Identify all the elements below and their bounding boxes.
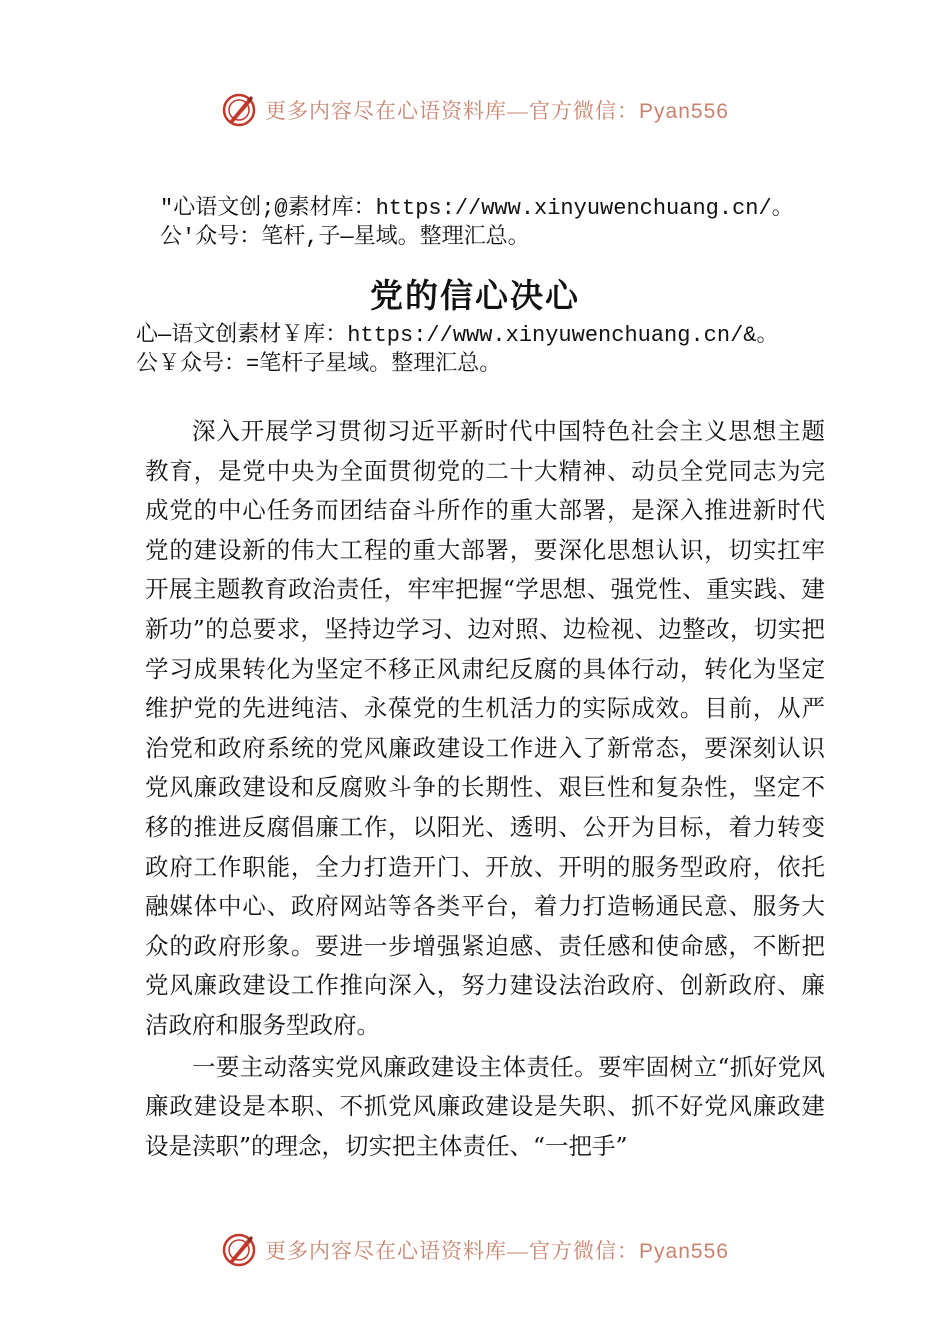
header-banner-text: 更多内容尽在心语资料库—官方微信：Pyan556: [265, 99, 729, 123]
watermark-noise-mid: [136, 321, 778, 379]
footer-wechat-id: Pyan556: [639, 1240, 729, 1263]
watermark-noise-line: 心—语文创素材￥库：https://www.xinyuwenchuang.cn/&。: [136, 323, 779, 348]
footer-watermark-banner: [0, 1232, 950, 1268]
body-paragraph: 深入开展学习贯彻习近平新时代中国特色社会主义思想主题教育，是党中央为全面贯彻党的二十大精神、动员全党同志为完成党的中心任务而团结奋斗所作的重大部署，是深入推进新时代党的建设新的伟大工程的重大部署，要深化思想认识，切实扛牢开展主题教育政治责任，牢牢把握“学思想、强党性、重实践、建新功”的总要求，坚持边学习、边对照、边检视、边整改，切实把学习成果转化为坚定不移正风肃纪反腐的具体行动，转化为坚定维护党的先进纯洁、永葆党的生机活力的实际成效。目前，从严治党和政府系统的党风廉政建设工作进入了新常态，要深刻认识党风廉政建设和反腐败斗争的长期性、艰巨性和复杂性，坚定不移的推进反腐倡廉工作，以阳光、透明、公开为目标，着力转变政府工作职能，全力打造开门、开放、开明的服务型政府，依托融媒体中心、政府网站等各类平台，着力打造畅通民意、服务大众的政府形象。要进一步增强紧迫感、责任感和使命感，不断把党风廉政建设工作推向深入，努力建设法治政府、创新政府、廉洁政府和服务型政府。: [145, 417, 825, 1039]
pen-logo-icon: [221, 1232, 257, 1268]
header-watermark-banner: [0, 92, 950, 128]
watermark-noise-line: 公'众号：笔杆,子—星域。整理汇总。: [160, 225, 530, 250]
pen-logo-icon: [221, 92, 257, 128]
watermark-noise-top: [160, 194, 794, 252]
footer-banner-text: 更多内容尽在心语资料库—官方微信：Pyan556: [265, 1239, 729, 1263]
header-wechat-id: Pyan556: [639, 100, 729, 123]
article-body: [145, 412, 825, 1166]
watermark-noise-line: 公￥众号：=笔杆子星域。整理汇总。: [136, 352, 502, 377]
watermark-noise-line: "心语文创;@素材库：https://www.xinyuwenchuang.cn/。: [160, 196, 794, 221]
page-title: 党的信心决心: [370, 276, 580, 315]
body-paragraph: 一要主动落实党风廉政建设主体责任。要牢固树立“抓好党风廉政建设是本职、不抓党风廉政建设是失职、抓不好党风廉政建设是渎职”的理念，切实把主体责任、“一把手”: [145, 1052, 825, 1160]
